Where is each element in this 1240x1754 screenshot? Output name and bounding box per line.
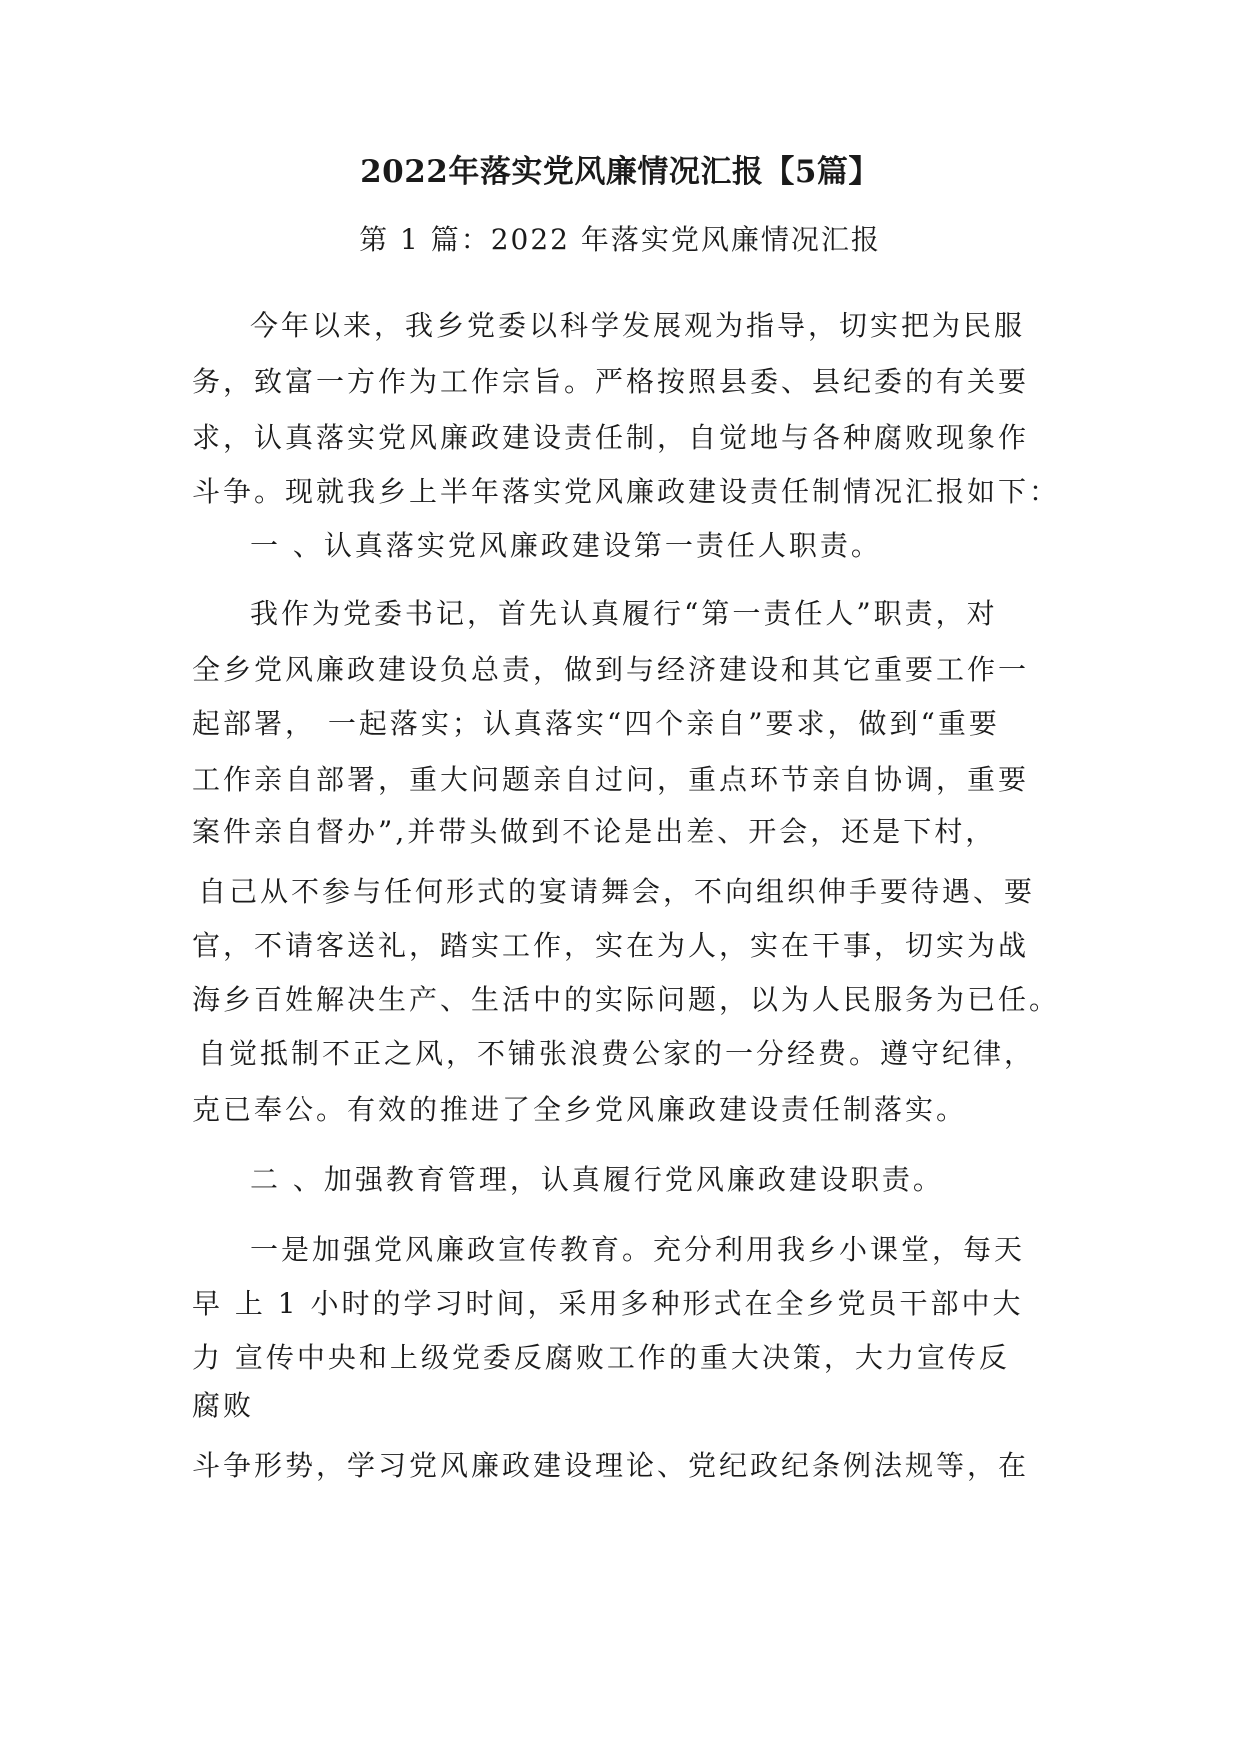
body-line: 全乡党风廉政建设负总责，做到与经济建设和其它重要工作一 <box>192 653 1030 686</box>
body-line: 早 上 1 小时的学习时间，采用多种形式在全乡党员干部中大 <box>192 1287 1024 1320</box>
document-subtitle: 第 1 篇：2022 年落实党风廉情况汇报 <box>359 223 881 256</box>
body-line: 一是加强党风廉政宣传教育。充分利用我乡小课堂，每天 <box>250 1233 1026 1266</box>
section-heading: 一 、认真落实党风廉政建设第一责任人职责。 <box>250 529 882 562</box>
body-line: 海乡百姓解决生产、生活中的实际问题，以为人民服务为已任。 <box>192 983 1061 1016</box>
body-line: 起部署， 一起落实；认真落实“四个亲自”要求，做到“重要 <box>192 707 1000 740</box>
body-line: 工作亲自部署，重大问题亲自过问，重点环节亲自协调，重要 <box>192 763 1030 796</box>
body-line: 案件亲自督办”,并带头做到不论是出差、开会，还是下村， <box>192 815 997 848</box>
body-line: 自己从不参与任何形式的宴请舞会，不向组织伸手要待遇、要 <box>198 875 1036 908</box>
body-line: 我作为党委书记，首先认真履行“第一责任人”职责，对 <box>250 597 998 630</box>
body-line: 斗争。现就我乡上半年落实党风廉政建设责任制情况汇报如下： <box>192 475 1061 508</box>
body-line: 腐败 <box>192 1389 255 1422</box>
body-line: 官，不请客送礼，踏实工作，实在为人，实在干事，切实为战 <box>192 929 1030 962</box>
body-line: 自觉抵制不正之风，不铺张浪费公家的一分经费。遵守纪律， <box>198 1037 1036 1070</box>
body-line: 克已奉公。有效的推进了全乡党风廉政建设责任制落实。 <box>192 1093 968 1126</box>
body-line: 求，认真落实党风廉政建设责任制，自觉地与各种腐败现象作 <box>192 421 1030 454</box>
body-line: 力 宣传中央和上级党委反腐败工作的重大决策，大力宣传反 <box>192 1341 1010 1374</box>
body-line: 务，致富一方作为工作宗旨。严格按照县委、县纪委的有关要 <box>192 365 1030 398</box>
body-line: 斗争形势，学习党风廉政建设理论、党纪政纪条例法规等，在 <box>192 1449 1030 1482</box>
section-heading: 二 、加强教育管理，认真履行党风廉政建设职责。 <box>250 1163 944 1196</box>
body-line: 今年以来，我乡党委以科学发展观为指导，切实把为民服 <box>250 309 1026 342</box>
document-title: 2022年落实党风廉情况汇报【5篇】 <box>360 154 880 190</box>
